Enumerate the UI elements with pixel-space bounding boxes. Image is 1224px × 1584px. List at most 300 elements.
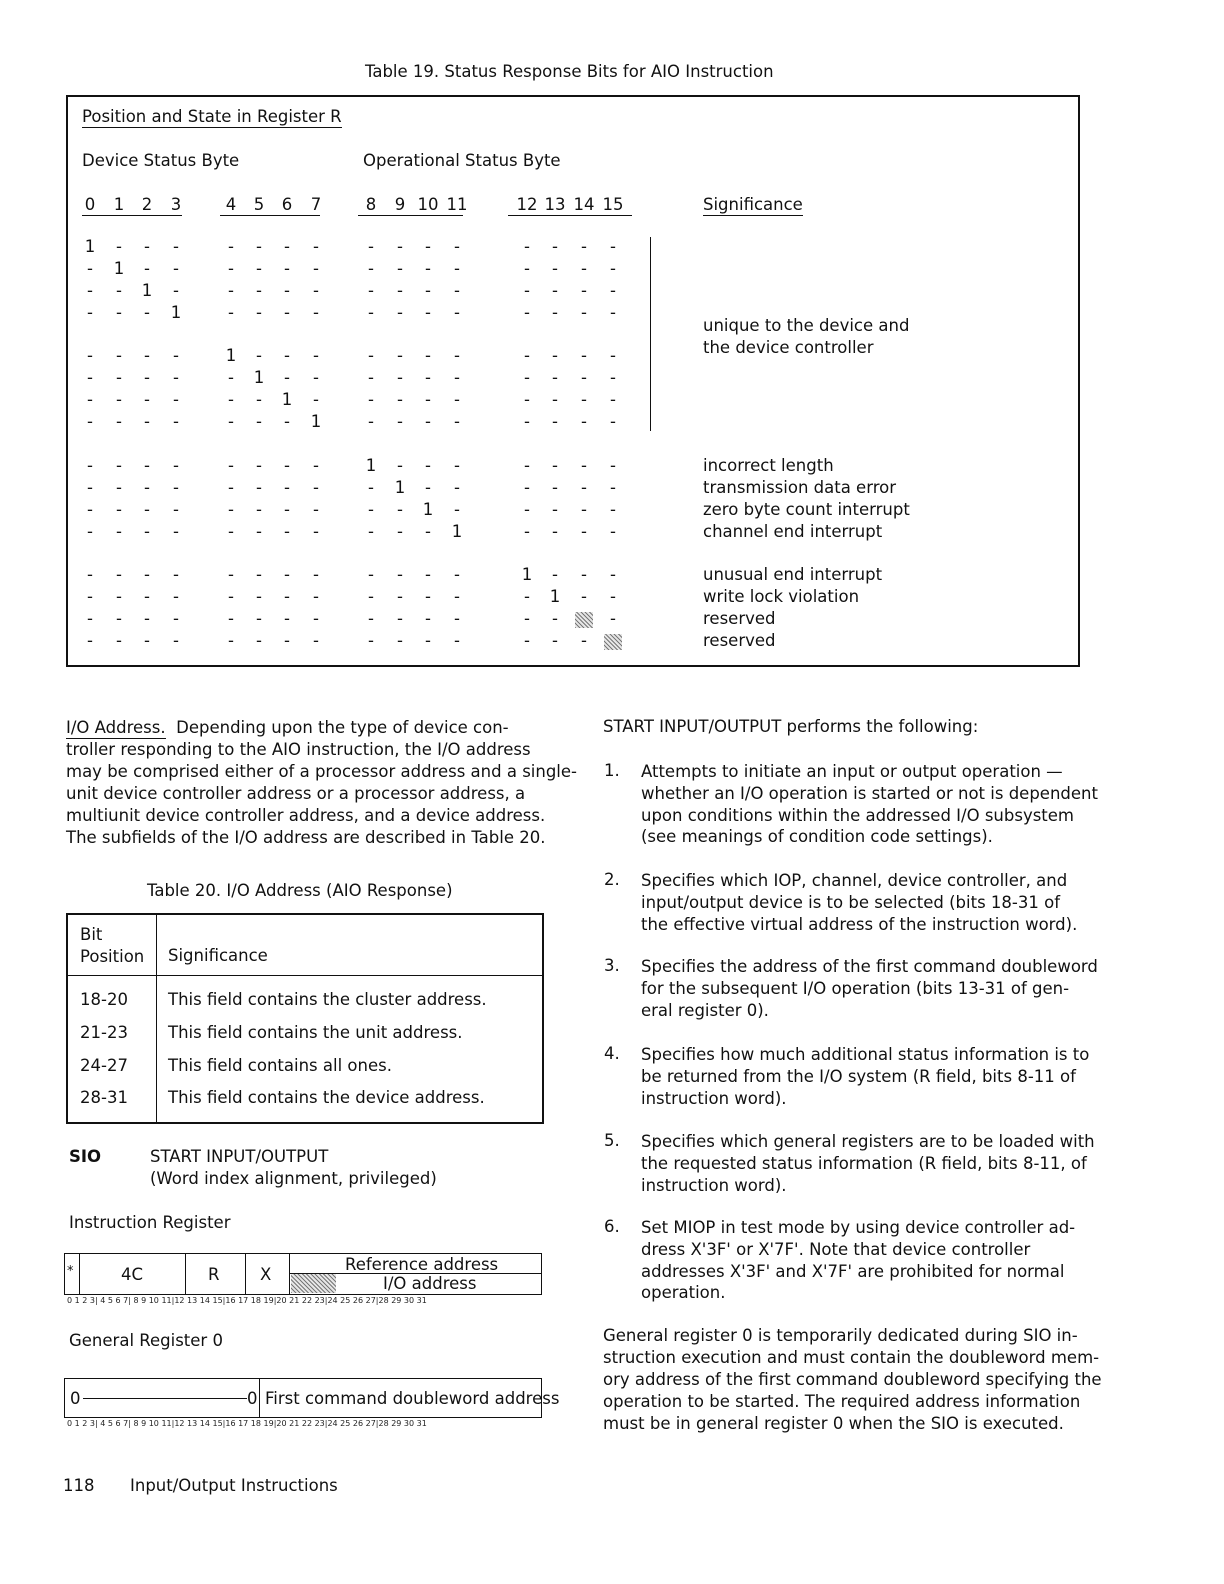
step-line: input/output device is to be selected (bits 18-31 of — [641, 892, 1061, 912]
bit-dash: - — [116, 456, 122, 475]
header-underline — [508, 215, 632, 216]
bit-dash: - — [454, 259, 460, 278]
gr0-left-zero: 0 — [70, 1389, 81, 1408]
closing-paragraph — [603, 1325, 1102, 1435]
bit-dash: - — [425, 412, 431, 431]
row-significance: reserved — [703, 631, 776, 650]
bit-dash: - — [116, 631, 122, 650]
bit-dash: - — [284, 478, 290, 497]
shaded-bits — [291, 1274, 336, 1293]
bit-dash: - — [610, 281, 616, 300]
step-text — [641, 761, 1098, 848]
bit-dash: - — [87, 303, 93, 322]
bit-dash: - — [144, 631, 150, 650]
bit-dash: - — [610, 390, 616, 409]
bit-dash: - — [552, 368, 558, 387]
bit-dash: - — [313, 368, 319, 387]
bit-dash: - — [425, 259, 431, 278]
bit-dash: - — [256, 456, 262, 475]
step-line: Attempts to initiate an input or output operation — — [641, 762, 1063, 781]
bit-dash: - — [228, 609, 234, 628]
bit-dash: - — [552, 478, 558, 497]
bit-header: 15 — [602, 195, 624, 214]
bit-dash: - — [524, 478, 530, 497]
bit-set: 1 — [84, 237, 96, 256]
gr0-right-zero: 0 — [247, 1389, 258, 1408]
bit-dash: - — [368, 390, 374, 409]
bit-dash: - — [144, 609, 150, 628]
bit-dash: - — [397, 609, 403, 628]
bit-dash: - — [116, 522, 122, 541]
bit-dash: - — [368, 587, 374, 606]
step-text — [641, 1044, 1089, 1109]
bit-dash: - — [313, 259, 319, 278]
bit-dash: - — [116, 346, 122, 365]
bit-dash: - — [173, 259, 179, 278]
bit-dash: - — [173, 368, 179, 387]
bit-dash: - — [228, 303, 234, 322]
brace-line1: unique to the device and — [703, 316, 910, 335]
bit-dash: - — [228, 500, 234, 519]
bit-dash: - — [425, 281, 431, 300]
bit-set: 1 — [253, 368, 265, 387]
bit-dash: - — [524, 390, 530, 409]
bit-dash: - — [116, 478, 122, 497]
row-significance: zero byte count interrupt — [703, 500, 910, 519]
bit-dash: - — [87, 368, 93, 387]
bit-dash: - — [256, 237, 262, 256]
bit-dash: - — [610, 259, 616, 278]
x-field: X — [260, 1265, 272, 1284]
bit-dash: - — [425, 303, 431, 322]
step-line: Specifies how much additional status information is to — [641, 1045, 1090, 1064]
bit-set: 1 — [422, 500, 434, 519]
bit-header: 5 — [253, 195, 265, 214]
significance-header: Significance — [703, 195, 803, 214]
bit-dash: - — [581, 478, 587, 497]
header-underline — [358, 215, 463, 216]
bit-dash: - — [454, 412, 460, 431]
io-address-heading: I/O Address. — [66, 718, 166, 737]
bit-dash: - — [454, 303, 460, 322]
bit-dash: - — [397, 259, 403, 278]
bit-dash: - — [454, 609, 460, 628]
step-number: 2. — [604, 870, 620, 889]
bit-dash: - — [524, 587, 530, 606]
bit-dash: - — [524, 631, 530, 650]
bit-set: 1 — [281, 390, 293, 409]
row-significance: channel end interrupt — [703, 522, 883, 541]
bit-dash: - — [116, 587, 122, 606]
bit-header: 2 — [141, 195, 153, 214]
bit-dash: - — [144, 412, 150, 431]
bit-dash: - — [228, 631, 234, 650]
bit-dash: - — [228, 281, 234, 300]
step-line: upon conditions within the addressed I/O subsystem — [641, 805, 1075, 825]
bit-header: 3 — [170, 195, 182, 214]
bit-dash: - — [397, 346, 403, 365]
bit-header: 10 — [417, 195, 439, 214]
table19-caption: Table 19. Status Response Bits for AIO Instruction — [365, 62, 774, 81]
step-line: for the subsequent I/O operation (bits 13-31 of gen- — [641, 978, 1070, 998]
bit-dash: - — [425, 631, 431, 650]
bit-dash: - — [87, 478, 93, 497]
step-text — [641, 1217, 1075, 1304]
bit-set: 1 — [170, 303, 182, 322]
step-line: instruction word). — [641, 1175, 787, 1195]
bit-header: 8 — [365, 195, 377, 214]
bit-dash: - — [397, 500, 403, 519]
bit-dash: - — [425, 478, 431, 497]
shaded-bit — [572, 609, 596, 628]
instr-reg-label: Instruction Register — [69, 1213, 231, 1232]
field-divider — [185, 1254, 186, 1294]
table19 — [66, 95, 1080, 667]
bit-dash: - — [397, 565, 403, 584]
bit-dash: - — [524, 281, 530, 300]
bit-set: 1 — [451, 522, 463, 541]
bit-dash: - — [87, 281, 93, 300]
sio-name: START INPUT/OUTPUT — [150, 1147, 329, 1166]
bit-dash: - — [581, 456, 587, 475]
bit-dash: - — [256, 609, 262, 628]
bit-set: 1 — [365, 456, 377, 475]
bit-dash: - — [173, 631, 179, 650]
bit-dash: - — [610, 237, 616, 256]
bit-set: 1 — [549, 587, 561, 606]
bit-header: 12 — [516, 195, 538, 214]
bit-dash: - — [256, 565, 262, 584]
bits-cell: 24-27 — [80, 1056, 128, 1075]
bit-dash: - — [454, 346, 460, 365]
bit-dash: - — [610, 346, 616, 365]
bit-dash: - — [581, 259, 587, 278]
step-line: addresses X'3F' and X'7F' are prohibited for normal — [641, 1261, 1065, 1281]
bit-dash: - — [284, 412, 290, 431]
bit-dash: - — [368, 609, 374, 628]
bit-dash: - — [454, 368, 460, 387]
step-line: instruction word). — [641, 1088, 787, 1108]
bit-dash: - — [610, 587, 616, 606]
bit-dash: - — [581, 522, 587, 541]
row-significance: write lock violation — [703, 587, 860, 606]
bit-dash: - — [524, 303, 530, 322]
bit-dash: - — [173, 587, 179, 606]
device-status-label: Device Status Byte — [82, 151, 240, 170]
bit-dash: - — [524, 456, 530, 475]
bit-dash: - — [116, 609, 122, 628]
bit-dash: - — [313, 631, 319, 650]
bit-dash: - — [144, 478, 150, 497]
bit-dash: - — [313, 456, 319, 475]
bit-dash: - — [144, 259, 150, 278]
bit-dash: - — [228, 565, 234, 584]
io-line: troller responding to the AIO instruction, the I/O address — [66, 740, 531, 759]
bit-dash: - — [256, 631, 262, 650]
bit-dash: - — [552, 631, 558, 650]
bit-dash: - — [144, 346, 150, 365]
operational-status-label: Operational Status Byte — [363, 151, 561, 170]
step-line: (see meanings of condition code settings). — [641, 827, 993, 847]
bit-dash: - — [610, 565, 616, 584]
bit-dash: - — [368, 522, 374, 541]
bit-dash: - — [397, 587, 403, 606]
sio-mnemonic: SIO — [69, 1147, 102, 1166]
io-address-paragraph — [66, 717, 577, 849]
bit-dash: - — [552, 456, 558, 475]
bit-dash: - — [610, 500, 616, 519]
instr-bit-ticks: 0 1 2 3| 4 5 6 7| 8 9 10 11|12 13 14 15|16 17 18 19|20 21 22 23|24 25 26 27|28 29 30 31 — [67, 1296, 427, 1305]
right-intro: START INPUT/OUTPUT performs the following: — [603, 717, 979, 736]
bit-dash: - — [87, 390, 93, 409]
bit-dash: - — [552, 565, 558, 584]
sio-attributes: (Word index alignment, privileged) — [150, 1169, 437, 1188]
bit-dash: - — [284, 346, 290, 365]
bit-dash: - — [610, 368, 616, 387]
bit-dash: - — [256, 281, 262, 300]
bit-dash: - — [581, 368, 587, 387]
bit-dash: - — [454, 587, 460, 606]
bit-dash: - — [552, 390, 558, 409]
bit-dash: - — [368, 500, 374, 519]
bit-dash: - — [116, 368, 122, 387]
row-significance: incorrect length — [703, 456, 834, 475]
bit-dash: - — [425, 346, 431, 365]
step-line: the effective virtual address of the instruction word). — [641, 914, 1078, 934]
bit-dash: - — [454, 631, 460, 650]
bit-dash: - — [87, 522, 93, 541]
table20 — [66, 913, 544, 1124]
bit-dash: - — [228, 412, 234, 431]
bit-dash: - — [524, 259, 530, 278]
bit-dash: - — [116, 237, 122, 256]
bit-set: 1 — [113, 259, 125, 278]
bit-dash: - — [397, 412, 403, 431]
zero-fill-line — [83, 1398, 247, 1399]
bit-dash: - — [610, 303, 616, 322]
row-significance: transmission data error — [703, 478, 897, 497]
general-register-0 — [64, 1378, 560, 1418]
bit-dash: - — [116, 281, 122, 300]
bit-dash: - — [313, 587, 319, 606]
bit-dash: - — [144, 522, 150, 541]
bit-dash: - — [173, 390, 179, 409]
io-line: Depending upon the type of device con- — [176, 718, 509, 737]
bit-dash: - — [397, 522, 403, 541]
step-line: Set MIOP in test mode by using device controller ad- — [641, 1218, 1076, 1237]
bit-dash: - — [368, 478, 374, 497]
bit-dash: - — [173, 478, 179, 497]
significance-cell: This field contains the device address. — [168, 1088, 485, 1107]
bit-dash: - — [173, 500, 179, 519]
bit-dash: - — [425, 609, 431, 628]
bit-dash: - — [581, 631, 587, 650]
bit-dash: - — [228, 390, 234, 409]
brace — [640, 237, 651, 431]
bit-dash: - — [284, 303, 290, 322]
bit-dash: - — [87, 500, 93, 519]
bit-dash: - — [552, 237, 558, 256]
bit-dash: - — [425, 587, 431, 606]
step-number: 6. — [604, 1217, 620, 1236]
bit-dash: - — [173, 522, 179, 541]
bit-dash: - — [368, 412, 374, 431]
bit-dash: - — [144, 565, 150, 584]
bit-dash: - — [284, 565, 290, 584]
significance-cell: This field contains the cluster address. — [168, 990, 487, 1009]
io-line: unit device controller address or a processor address, a — [66, 784, 526, 803]
bit-dash: - — [610, 478, 616, 497]
bit-dash: - — [256, 303, 262, 322]
bit-dash: - — [397, 631, 403, 650]
bit-dash: - — [87, 631, 93, 650]
bit-dash: - — [284, 522, 290, 541]
step-line: be returned from the I/O system (R field, bits 8-11 of — [641, 1066, 1076, 1086]
bit-dash: - — [368, 346, 374, 365]
bit-set: 1 — [141, 281, 153, 300]
bit-dash: - — [524, 522, 530, 541]
bit-header: 14 — [573, 195, 595, 214]
field-divider — [245, 1254, 246, 1294]
bit-dash: - — [581, 587, 587, 606]
bit-dash: - — [144, 587, 150, 606]
bit-dash: - — [552, 609, 558, 628]
first-command-field: First command doubleword address — [265, 1389, 560, 1408]
bit-dash: - — [144, 237, 150, 256]
bit-dash: - — [397, 237, 403, 256]
bit-dash: - — [313, 237, 319, 256]
bit-dash: - — [552, 522, 558, 541]
step-line: the requested status information (R field, bits 8-11, of — [641, 1153, 1087, 1173]
bit-dash: - — [425, 565, 431, 584]
step-line: Specifies the address of the first command doubleword — [641, 957, 1098, 976]
gr0-bit-ticks: 0 1 2 3| 4 5 6 7| 8 9 10 11|12 13 14 15|16 17 18 19|20 21 22 23|24 25 26 27|28 29 30 31 — [67, 1419, 427, 1428]
bit-set: 1 — [394, 478, 406, 497]
bit-dash: - — [313, 281, 319, 300]
bit-dash: - — [397, 390, 403, 409]
bit-dash: - — [256, 259, 262, 278]
step-line: operation. — [641, 1283, 726, 1303]
bit-dash: - — [116, 390, 122, 409]
bit-dash: - — [116, 500, 122, 519]
header-divider — [68, 975, 542, 976]
bit-dash: - — [144, 368, 150, 387]
col2-header: Significance — [168, 946, 268, 965]
bit-dash: - — [425, 522, 431, 541]
bit-dash: - — [581, 237, 587, 256]
bit-dash: - — [313, 346, 319, 365]
footer-section: Input/Output Instructions — [130, 1476, 338, 1495]
shade-pattern — [575, 612, 593, 628]
bit-dash: - — [524, 609, 530, 628]
bit-dash: - — [454, 237, 460, 256]
bit-dash: - — [173, 609, 179, 628]
bit-dash: - — [552, 500, 558, 519]
bit-dash: - — [284, 587, 290, 606]
step-number: 5. — [604, 1131, 620, 1150]
step-number: 3. — [604, 956, 620, 975]
bit-dash: - — [581, 346, 587, 365]
step-line: eral register 0). — [641, 1000, 769, 1020]
header-underline — [82, 215, 182, 216]
step-text — [641, 956, 1098, 1021]
bit-dash: - — [581, 281, 587, 300]
closing-line: operation to be started. The required address information — [603, 1392, 1081, 1411]
bit-dash: - — [256, 412, 262, 431]
bit-dash: - — [173, 237, 179, 256]
bit-dash: - — [454, 565, 460, 584]
significance-cell: This field contains all ones. — [168, 1056, 392, 1075]
bit-dash: - — [368, 631, 374, 650]
indirect-star: * — [67, 1264, 74, 1279]
bit-dash: - — [87, 346, 93, 365]
closing-line: ory address of the first command doubleword specifying the — [603, 1370, 1102, 1389]
bit-dash: - — [228, 259, 234, 278]
bit-header: 4 — [225, 195, 237, 214]
bit-dash: - — [425, 237, 431, 256]
bit-dash: - — [228, 587, 234, 606]
brace-line2: the device controller — [703, 338, 874, 357]
bits-cell: 18-20 — [80, 990, 128, 1009]
bit-dash: - — [313, 522, 319, 541]
bit-dash: - — [552, 303, 558, 322]
bit-dash: - — [173, 412, 179, 431]
closing-line: struction execution and must contain the doubleword mem- — [603, 1348, 1100, 1367]
bit-dash: - — [610, 522, 616, 541]
gr0-label: General Register 0 — [69, 1331, 223, 1350]
bit-dash: - — [256, 390, 262, 409]
io-line: The subfields of the I/O address are described in Table 20. — [66, 828, 546, 847]
bit-dash: - — [87, 456, 93, 475]
row-significance: reserved — [703, 609, 776, 628]
bit-dash: - — [313, 500, 319, 519]
io-line: may be comprised either of a processor address and a single- — [66, 762, 578, 781]
position-heading: Position and State in Register R — [82, 107, 342, 126]
bit-dash: - — [397, 456, 403, 475]
step-line: dress X'3F' or X'7F'. Note that device controller — [641, 1239, 1031, 1259]
bit-dash: - — [313, 303, 319, 322]
bit-dash: - — [397, 303, 403, 322]
bit-dash: - — [368, 565, 374, 584]
bit-dash: - — [228, 478, 234, 497]
bit-dash: - — [581, 565, 587, 584]
bit-dash: - — [425, 390, 431, 409]
brace-significance — [703, 315, 909, 359]
bit-dash: - — [173, 281, 179, 300]
bit-dash: - — [284, 259, 290, 278]
bit-dash: - — [454, 456, 460, 475]
bit-dash: - — [581, 303, 587, 322]
bit-dash: - — [87, 412, 93, 431]
bit-header: 1 — [113, 195, 125, 214]
bit-dash: - — [87, 259, 93, 278]
header-underline — [220, 215, 320, 216]
bit-dash: - — [256, 500, 262, 519]
field-divider — [79, 1254, 80, 1294]
table20-caption: Table 20. I/O Address (AIO Response) — [147, 881, 453, 900]
step-line: whether an I/O operation is started or not is dependent — [641, 783, 1098, 803]
bit-dash: - — [228, 456, 234, 475]
bit-dash: - — [173, 346, 179, 365]
step-number: 1. — [604, 761, 620, 780]
bit-dash: - — [173, 456, 179, 475]
bit-dash: - — [368, 368, 374, 387]
bit-dash: - — [524, 368, 530, 387]
bit-header: 9 — [394, 195, 406, 214]
bits-cell: 28-31 — [80, 1088, 128, 1107]
bit-dash: - — [256, 522, 262, 541]
bit-dash: - — [228, 237, 234, 256]
